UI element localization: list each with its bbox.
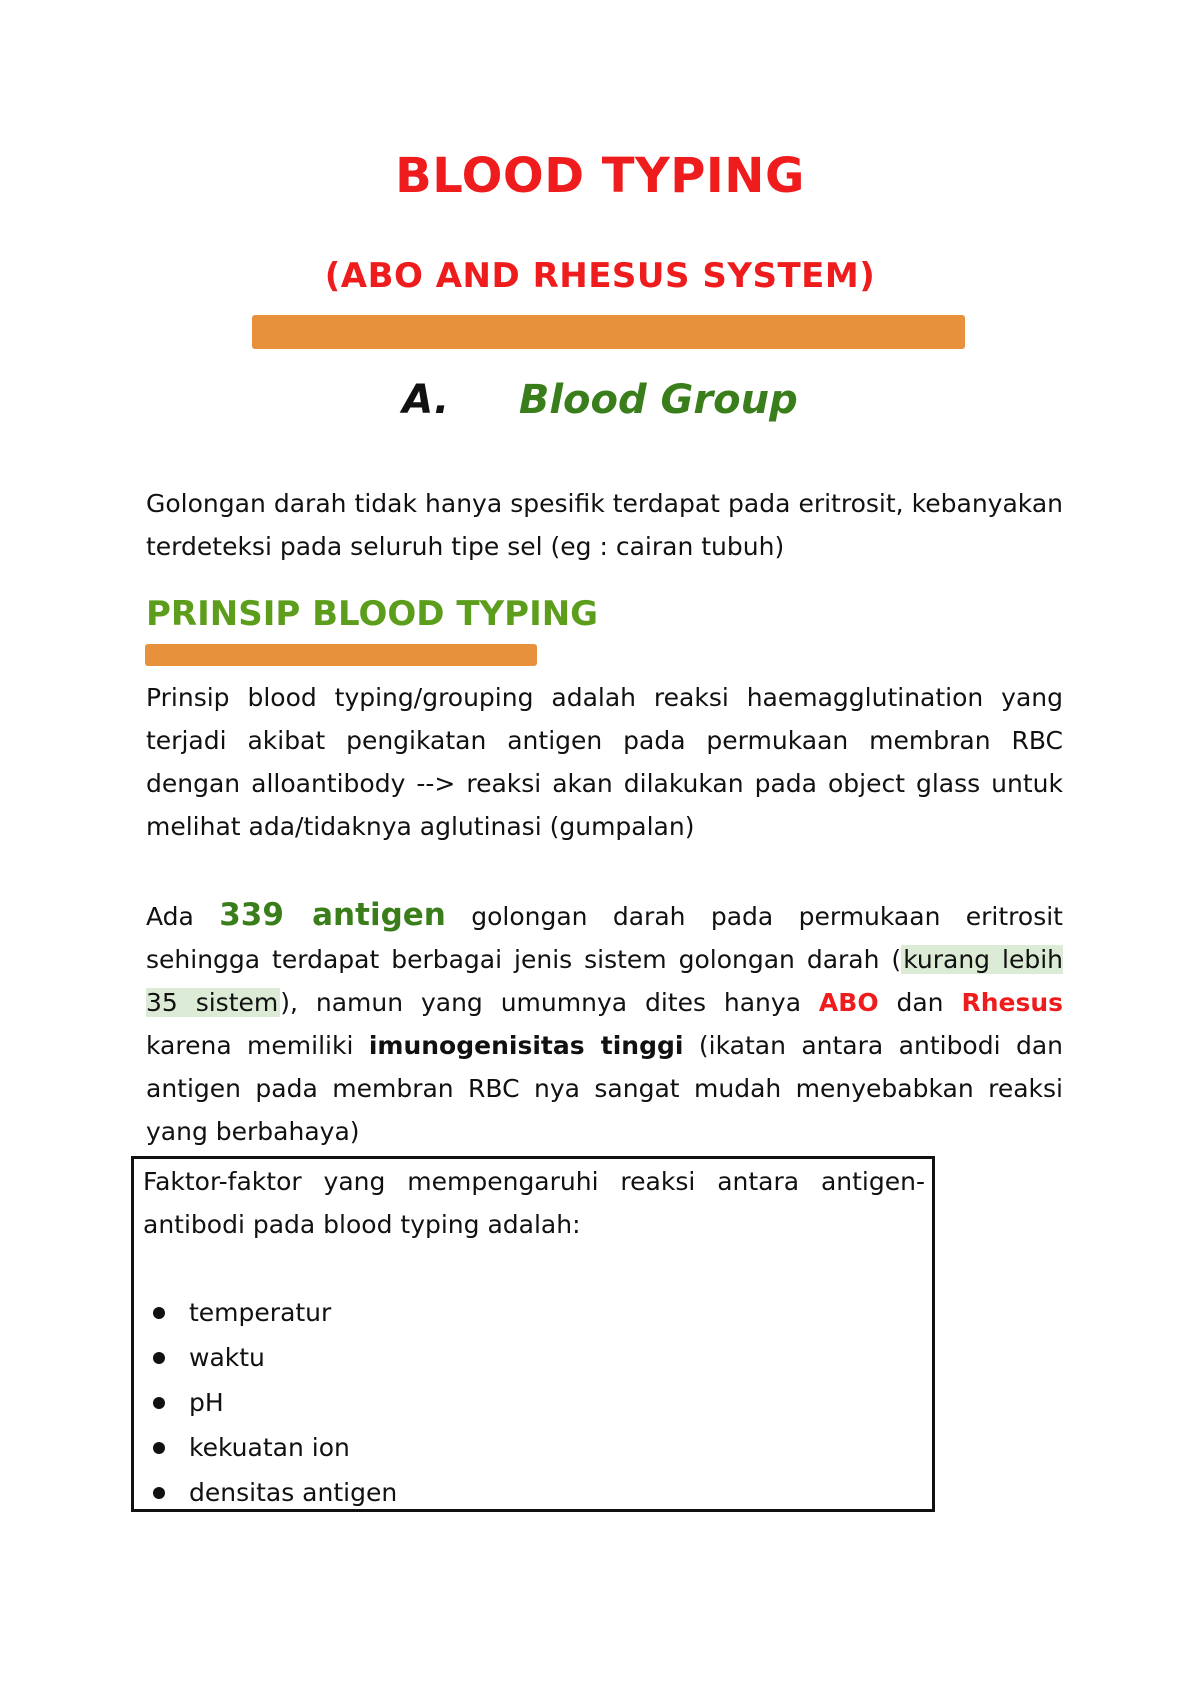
antigen-paragraph — [146, 894, 1063, 1153]
document-title: BLOOD TYPING — [395, 148, 805, 204]
factor-label: temperatur — [189, 1298, 332, 1327]
principle-divider-bar — [145, 644, 537, 666]
principle-heading: PRINSIP BLOOD TYPING — [146, 594, 599, 634]
list-item — [143, 1470, 397, 1515]
list-item — [143, 1425, 397, 1470]
bullet-icon — [153, 1487, 165, 1499]
intro-paragraph: Golongan darah tidak hanya spesifik terdapat pada eritrosit, kebanyakan terdeteksi pada seluruh tipe sel (eg : cairan tubuh) — [146, 489, 1063, 561]
factors-intro: Faktor-faktor yang mempengaruhi reaksi antara antigen-antibodi pada blood typing adalah: — [143, 1167, 925, 1239]
antigen-text-6: (ikatan antara antibodi dan antigen pada membran RBC nya sangat mudah menyebabkan reaksi yang berbahaya) — [146, 1031, 1064, 1146]
list-item — [143, 1290, 397, 1335]
factors-list — [143, 1290, 397, 1515]
section-a-letter: A. — [402, 377, 450, 423]
factor-label: densitas antigen — [189, 1478, 398, 1507]
antigen-text-2: golongan darah pada permukaan eritrosit sehingga terdapat berbagai jenis sistem golongan darah ( — [146, 902, 1063, 974]
section-a-name: Blood Group — [518, 377, 798, 423]
title-divider-bar — [252, 315, 965, 349]
antigen-count: 339 antigen — [219, 897, 446, 933]
document-subtitle: (ABO AND RHESUS SYSTEM) — [324, 256, 876, 296]
section-a-heading — [0, 374, 1200, 426]
principle-paragraph: Prinsip blood typing/grouping adalah reaksi haemagglutination yang terjadi akibat pengikatan antigen pada permukaan membran RBC dengan alloantibody --> reaksi akan dilakukan pada object glass untuk melihat ada/tidaknya aglutinasi (gumpalan) — [146, 683, 1063, 841]
antigen-text-4: dan — [878, 988, 962, 1017]
bullet-icon — [153, 1352, 165, 1364]
system-count-highlight: kurang lebih 35 sistem — [146, 945, 1063, 1017]
list-item — [143, 1335, 397, 1380]
antigen-text-5: karena memiliki — [146, 1031, 369, 1060]
factor-label: pH — [189, 1388, 224, 1417]
antigen-text-1: Ada — [146, 902, 220, 931]
list-item — [143, 1380, 397, 1425]
abo-term: ABO — [818, 988, 879, 1017]
immunogenicity-term: imunogenisitas tinggi — [368, 1031, 684, 1060]
bullet-icon — [153, 1307, 165, 1319]
antigen-text-3: ), namun yang umumnya dites hanya — [280, 988, 819, 1017]
factor-label: kekuatan ion — [189, 1433, 350, 1462]
bullet-icon — [153, 1442, 165, 1454]
factor-label: waktu — [189, 1343, 265, 1372]
bullet-icon — [153, 1397, 165, 1409]
rhesus-term: Rhesus — [961, 988, 1063, 1017]
